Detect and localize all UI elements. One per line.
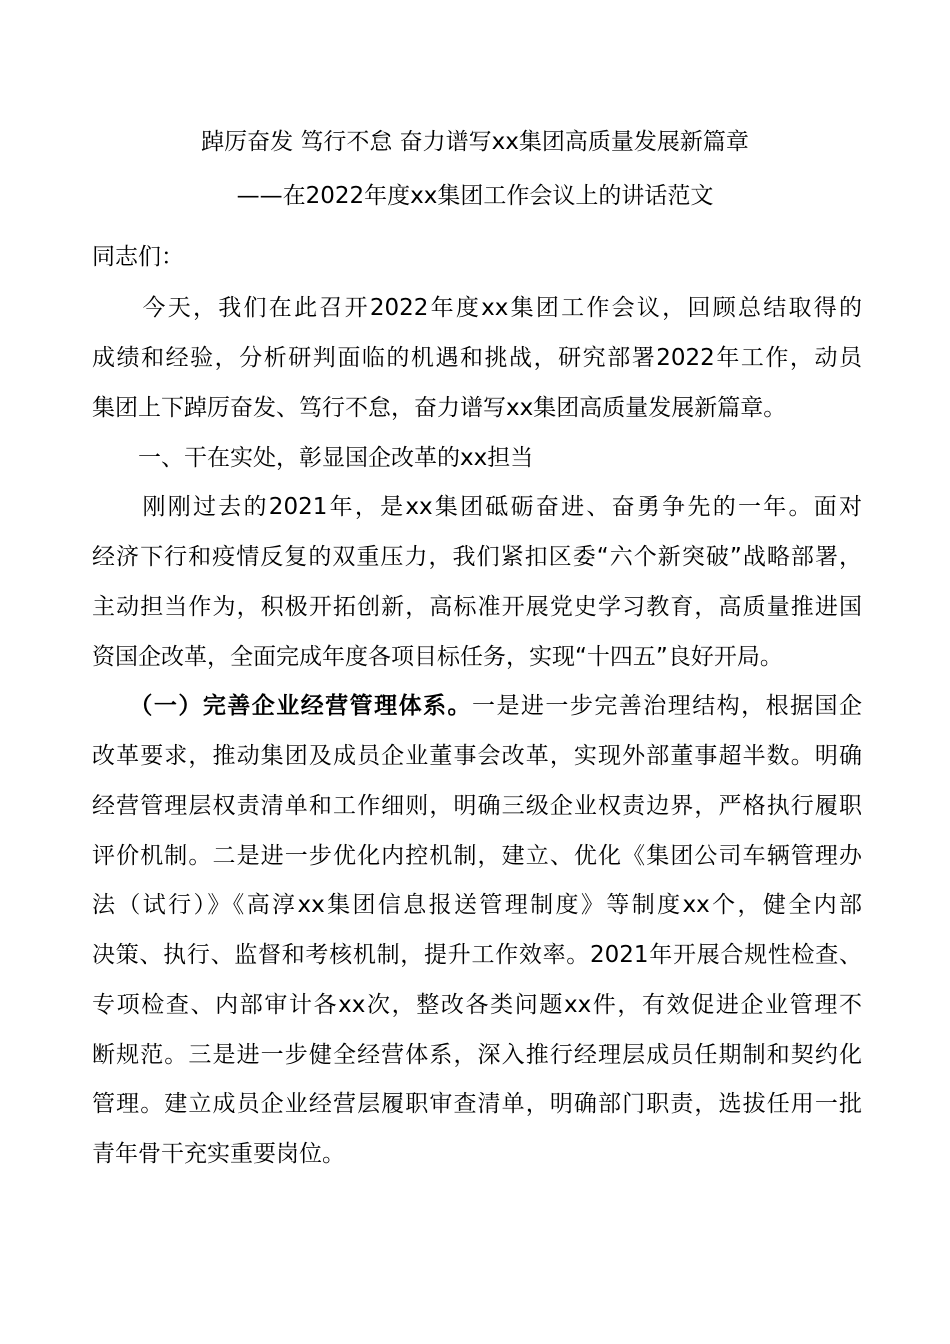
paragraph-line: 集团上下踔厉奋发、笃行不怠，奋力谱写xx集团高质量发展新篇章。 bbox=[92, 395, 787, 421]
subsection-heading: （一）完善企业经营管理体系。 bbox=[92, 693, 472, 719]
subsection-first-line bbox=[92, 692, 862, 720]
section-heading: 一、干在实处，彰显国企改革的xx担当 bbox=[92, 445, 534, 471]
paragraph-line: 管理。建立成员企业经营层履职审查清单，明确部门职责，选拔任用一批 bbox=[92, 1091, 862, 1117]
paragraph-line: 法（试行）》《高淳xx集团信息报送管理制度》等制度xx个，健全内部 bbox=[92, 892, 862, 918]
paragraph-line: 经济下行和疫情反复的双重压力，我们紧扣区委“六个新突破”战略部署， bbox=[92, 544, 862, 570]
paragraph-line: 改革要求，推动集团及成员企业董事会改革，实现外部董事超半数。明确 bbox=[92, 743, 862, 769]
paragraph-line: 决策、执行、监督和考核机制，提升工作效率。2021年开展合规性检查、 bbox=[92, 942, 862, 968]
paragraph-line: 刚刚过去的2021年，是xx集团砥砺奋进、奋勇争先的一年。面对 bbox=[92, 494, 862, 520]
paragraph-line: 断规范。三是进一步健全经营体系，深入推行经理层成员任期制和契约化 bbox=[92, 1042, 862, 1068]
paragraph-line: 成绩和经验，分析研判面临的机遇和挑战，研究部署2022年工作，动员 bbox=[92, 345, 862, 371]
salutation: 同志们： bbox=[92, 244, 184, 270]
subsection-text: 一是进一步完善治理结构，根据国企 bbox=[471, 693, 863, 719]
document-title: 踔厉奋发 笃行不怠 奋力谱写xx集团高质量发展新篇章 bbox=[201, 129, 749, 155]
paragraph-line: 评价机制。二是进一步优化内控机制，建立、优化《集团公司车辆管理办 bbox=[92, 843, 862, 869]
paragraph-line: 经营管理层权责清单和工作细则，明确三级企业权责边界，严格执行履职 bbox=[92, 793, 862, 819]
paragraph-line: 资国企改革，全面完成年度各项目标任务，实现“十四五”良好开局。 bbox=[92, 644, 783, 670]
paragraph-line: 主动担当作为，积极开拓创新，高标准开展党史学习教育，高质量推进国 bbox=[92, 594, 862, 620]
document-subtitle: ——在2022年度xx集团工作会议上的讲话范文 bbox=[236, 183, 714, 209]
paragraph-line: 专项检查、内部审计各xx次，整改各类问题xx件，有效促进企业管理不 bbox=[92, 992, 862, 1018]
paragraph-line: 今天，我们在此召开2022年度xx集团工作会议，回顾总结取得的 bbox=[92, 295, 862, 321]
paragraph-line: 青年骨干充实重要岗位。 bbox=[92, 1141, 345, 1167]
